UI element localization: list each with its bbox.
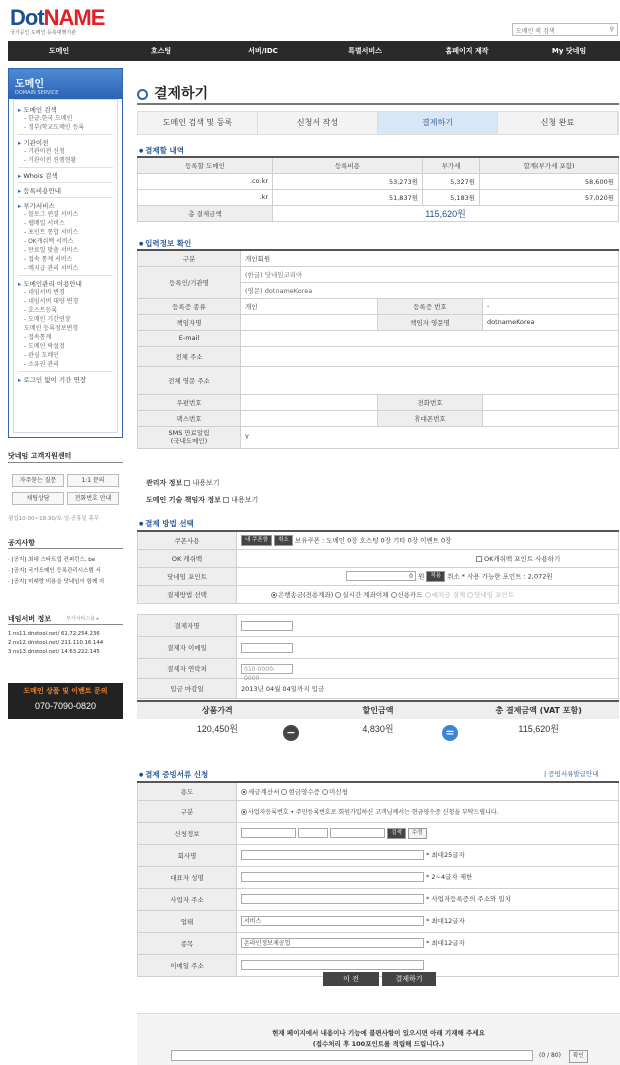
reg-search-button[interactable]: 검색	[387, 828, 406, 839]
gnb-my[interactable]: My 닷네임	[551, 47, 587, 55]
gnb-domain[interactable]: 도메인	[48, 47, 70, 55]
summary-total: 115,620원	[518, 724, 559, 734]
sidebar-section[interactable]: ▸ 등록비용안내	[18, 186, 113, 195]
logo[interactable]	[10, 5, 130, 41]
method-transfer-radio[interactable]	[335, 592, 341, 598]
prev-button[interactable]: 이 전	[323, 972, 379, 986]
nameserver-title: 네임서버 정보	[8, 615, 52, 623]
cs-banner[interactable]	[8, 683, 123, 719]
chat-button[interactable]: 채팅상담	[12, 492, 64, 505]
method-point-radio[interactable]	[467, 592, 473, 598]
col-domain: 등록할 도메인	[138, 157, 273, 173]
cs-title: 도메인 상품 및 이벤트 문의	[23, 687, 108, 695]
nameserver-link[interactable]: 부가서비스용 ▸	[66, 616, 100, 622]
step-3-current: 결제하기	[378, 112, 498, 134]
no-proof-radio[interactable]	[322, 789, 328, 795]
method-deposit-radio[interactable]	[425, 592, 431, 598]
nameserver-list	[8, 630, 103, 657]
biz-number-radio[interactable]	[241, 809, 247, 815]
payer-tel-input[interactable]: 010-0000-0000	[241, 664, 293, 674]
feedback-input[interactable]	[171, 1050, 533, 1061]
sidebar-item[interactable]: - 포인트 통합 서비스	[24, 229, 79, 236]
cash-receipt-radio[interactable]	[281, 789, 287, 795]
support-hours: 평일10:00~18:30/토·일·공휴일 휴무	[8, 516, 100, 522]
gnb-server[interactable]: 서버/IDC	[248, 47, 278, 55]
col-total: 합계(부가세 포함)	[480, 157, 619, 173]
sidebar-item[interactable]: - 블로그 연결 서비스	[24, 211, 79, 218]
summary-discount-label: 할인금액	[362, 706, 394, 715]
summary-discount: 4,830원	[362, 724, 394, 734]
total-label: 총 결제금액	[138, 205, 273, 221]
my-coupon-button[interactable]: 내 쿠폰함	[241, 535, 272, 546]
payment-summary	[137, 700, 619, 740]
nameserver-item: 2 ns12.dnstool.net/ 211.110.16.144	[8, 640, 104, 646]
sidebar-item[interactable]: - 도메인 기간연장	[24, 316, 71, 323]
deadline-text: 2013년 04월 04일까지 입금	[237, 679, 619, 699]
sidebar-item[interactable]: - 한글.한국 도메인	[24, 115, 73, 122]
biz-item-input[interactable]: 온라인정보제공업	[241, 938, 424, 948]
minus-icon: −	[283, 725, 299, 741]
info-section-title: ● 입력정보 확인	[139, 238, 191, 249]
gnb-hosting[interactable]: 호스팅	[150, 47, 172, 55]
reg-edit-button[interactable]: 수정	[408, 828, 427, 839]
sidebar-section[interactable]: ▸ 도메인 검색	[18, 105, 113, 114]
pay-button[interactable]: 결제하기	[382, 972, 436, 986]
col-cost: 등록비용	[273, 157, 423, 173]
notice-item[interactable]: · [공지] 미래랑 비용을 닷네임이 함께 지	[8, 579, 105, 585]
payer-name-input[interactable]	[241, 621, 293, 631]
proof-table: 용도 세금계산서 현금영수증 미신청 구분 사업자등록번호 • 주민등록번호로 회원가입하신 고객님께서는 현금영수증 신청을 부탁드립니다. 신청정보 검색 수정 회사명 * 최대25글자 대표자 성명 * 2~4글자 제한 사업자 주소 * 사업자등록증의 주소와 일치 업태 서비스 * 최대12글자 종목 온라인정보제공업 * 최대12글자 이메일 주소	[137, 781, 619, 977]
sidebar-item[interactable]: - 네임서버 변경	[24, 289, 65, 296]
notice-item[interactable]: · [공지] 국가도메인 등록관리시스템 서	[8, 568, 101, 574]
sidebar-item[interactable]: - 접속통계	[24, 334, 52, 341]
sidebar-item[interactable]: - 네임서버 대량 변경	[24, 298, 79, 305]
page-title: 결제하기	[137, 83, 208, 103]
total-amount: 115,620원	[273, 205, 619, 221]
sidebar-section[interactable]: ▸ 도메인관리 이용안내	[18, 279, 113, 288]
order-section-title: ● 결제할 내역	[139, 145, 184, 156]
admin-info-label: 관리자 정보	[146, 479, 183, 487]
quick-search-input[interactable]: 도메인 퀵 검색 ⚲	[512, 23, 618, 36]
ceo-input[interactable]	[241, 872, 424, 882]
notice-list	[8, 555, 123, 588]
feedback-counter: (0 / 80)	[539, 1052, 561, 1059]
reg-no-input-1[interactable]	[241, 828, 296, 838]
point-cancel-link[interactable]: 취소	[447, 572, 460, 580]
admin-info-checkbox[interactable]	[184, 480, 190, 486]
logo-text: DotNAME	[10, 5, 105, 30]
order-table	[137, 156, 619, 222]
nameserver-item: 3 ns13.dnstool.net/ 14.63.222.145	[8, 649, 100, 655]
notice-item[interactable]: · [공지] 최대 스타트업 컨퍼런스, be	[8, 557, 96, 563]
sidebar-item[interactable]: - 정부/학교도메인 등록	[24, 124, 85, 131]
logo-subtitle: 국가공인 도메인 등록대행기관	[10, 30, 76, 36]
method-card-radio[interactable]	[391, 592, 397, 598]
proof-section-title: ● 결제 증빙서류 신청	[139, 769, 208, 780]
reg-no-input-3[interactable]	[330, 828, 385, 838]
biz-address-input[interactable]	[241, 894, 424, 904]
equals-icon: =	[442, 725, 458, 741]
sidebar-item[interactable]: - 만료일 맞춤 서비스	[24, 247, 79, 254]
biz-type-input[interactable]: 서비스	[241, 916, 424, 926]
sidebar-section[interactable]: ▸ Whois 검색	[18, 171, 113, 180]
point-input[interactable]: 0	[346, 571, 416, 581]
sidebar-item[interactable]: - 관심 도메인	[24, 352, 59, 359]
reg-no-input-2[interactable]	[298, 828, 328, 838]
table-row: .co.kr 53,273원 5,327원 58,600원	[138, 173, 619, 189]
payer-table: 결제자명 결제자 이메일 결제자 연락처 010-0000-0000 입금 마감일 2013년 04월 04일까지 입금	[137, 614, 619, 699]
sidebar-item[interactable]: - 메지급 관리 서비스	[24, 265, 79, 272]
phone-guide-button[interactable]: 전화번호 안내	[67, 492, 119, 505]
global-nav	[8, 41, 620, 61]
method-bank-radio[interactable]	[271, 592, 277, 598]
support-title: 닷네임 고객지원센터	[8, 452, 72, 460]
pay-section-title: ● 결제 방법 선택	[139, 518, 194, 529]
summary-price: 120,450원	[196, 724, 238, 734]
info-table: 구분 개인회원 등록인/기관명 (한글) 닷네임코리아 (영문) dotnameKorea 등록증 종류 개인 등록증 번호 - 책임자명 책임자 영문명 dotnameKorea E-mail 전체 주소 전체 영문 주소 우편번호 전화번호 팩스번호 휴대폰번호 SMS 만료알림 (국내도메인) Y	[137, 249, 619, 449]
sidebar-item[interactable]: - 소유권 관리	[24, 361, 59, 368]
payer-email-input[interactable]	[241, 643, 293, 653]
sidebar-item[interactable]: - 도메인 락설정	[24, 343, 65, 350]
search-icon[interactable]: ⚲	[609, 26, 614, 33]
qna-button[interactable]: 1:1 문의	[67, 474, 119, 487]
nameserver-item: 1 ns11.dnstool.net/ 61.72.254.236	[8, 631, 100, 637]
tech-info-label: 도메인 기술 책임자 정보	[146, 496, 221, 504]
faq-button[interactable]: 자주묻는 질문	[12, 474, 64, 487]
tech-info-checkbox[interactable]	[223, 497, 229, 503]
step-1: 도메인 검색 및 등록	[138, 112, 258, 134]
point-apply-button[interactable]: 적용	[426, 571, 445, 582]
proof-email-input[interactable]	[241, 960, 424, 970]
feedback-line1: 현재 페이지에서 내용이나 기능에 불편사항이 있으시면 아래 기재해 주세요	[272, 1029, 485, 1037]
step-4: 신청 완료	[498, 112, 618, 134]
sidebar-item[interactable]: - 호스트등록	[24, 307, 58, 314]
sidebar-item[interactable]: - 접속 통계 서비스	[24, 256, 73, 263]
sidebar-section[interactable]: ▸ 부가서비스	[18, 201, 113, 210]
sidebar-section[interactable]: ▸ 기관이전	[18, 138, 113, 147]
step-2: 신청서 작성	[258, 112, 378, 134]
feedback-confirm-button[interactable]: 확인	[569, 1050, 588, 1063]
left-nav	[8, 68, 123, 438]
step-indicator	[137, 111, 619, 135]
left-nav-header: 도메인 DOMAIN SERVICE	[9, 69, 122, 99]
feedback-box	[137, 1013, 620, 1065]
table-row: .kr 51,837원 5,183원 57,020원	[138, 189, 619, 205]
gnb-homepage[interactable]: 홈페이지 제작	[445, 47, 489, 55]
left-nav-menu	[13, 99, 118, 433]
summary-price-label: 상품가격	[201, 706, 233, 715]
tax-invoice-radio[interactable]	[241, 789, 247, 795]
company-input[interactable]	[241, 850, 424, 860]
cs-phone: 070-7090-0820	[34, 701, 97, 711]
sidebar-item[interactable]: - 웹메일 서비스	[24, 220, 65, 227]
pay-table: 쿠폰사용 내 쿠폰함 취소 보유쿠폰 : 도메인 0장 호스팅 0장 기타 0장 이벤트 0장 OK 캐쉬백 OK캐쉬백 포인트 사용하기 닷네임 포인트 0 원 적용 취소 * 사용 가능한 포인트 : 2,072원 결제방법 선택 은행송금(전용계좌) 실시간 계좌이체 신용카드 예치금 결제 닷네임 포인트	[137, 530, 619, 604]
gnb-special[interactable]: 특별서비스	[348, 47, 382, 55]
sidebar-item[interactable]: 도메인 등록정보변경	[24, 325, 79, 332]
okcashbag-checkbox[interactable]	[476, 556, 482, 562]
sidebar-item[interactable]: - 기관이전 진행현황	[24, 157, 77, 164]
summary-total-label: 총 결제금액 (VAT 포함)	[495, 706, 582, 715]
proof-guide-link[interactable]: | 증빙서류발급안내	[544, 770, 599, 778]
col-vat: 부가세	[423, 157, 480, 173]
notice-title: 공지사항	[8, 539, 36, 547]
sidebar-item[interactable]: - 기관이전 신청	[24, 148, 65, 155]
feedback-line2: (접수처리 후 100포인트를 적립해 드립니다.)	[312, 1040, 445, 1048]
sidebar-section[interactable]: ▸ 로그인 없이 기간 연장	[18, 375, 113, 384]
sidebar-item[interactable]: - OK캐쉬백 서비스	[24, 238, 74, 245]
coupon-cancel-button[interactable]: 취소	[274, 535, 293, 546]
